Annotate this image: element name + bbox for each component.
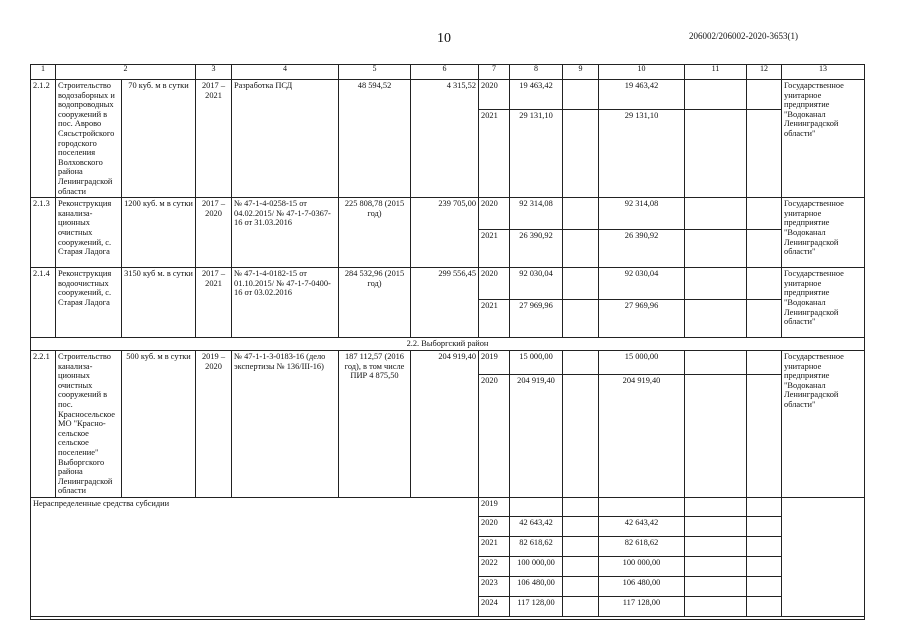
col11-cell [685,80,747,110]
regional-amount [599,497,685,516]
col-num-5: 5 [339,65,411,80]
object-name: Реконструкция водоочистных сооружений, с. Старая Ладога [56,268,122,338]
column-number-row [31,65,865,80]
regional-amount: 82 618,62 [599,536,685,556]
table-row [31,351,865,375]
col9-cell [563,351,599,375]
total-amount: 27 969,96 [510,299,563,338]
regional-amount: 92 314,08 [599,198,685,230]
col11-cell [685,556,747,576]
year: 2019 [479,497,510,516]
col-num-12: 12 [747,65,782,80]
table-row [31,80,865,110]
regional-amount: 92 030,04 [599,268,685,300]
col9-cell [563,198,599,230]
regional-amount: 100 000,00 [599,556,685,576]
row-id: 2.1.2 [31,80,56,198]
year: 2020 [479,198,510,230]
program-table [30,64,865,620]
col11-cell [685,198,747,230]
customer: Государственное унитарное предприятие "Водоканал Ленинградской области" [782,198,865,268]
section-row [31,338,865,351]
period: 2019 – 2020 [196,351,232,498]
col-num-11: 11 [685,65,747,80]
col-num-8: 8 [510,65,563,80]
col9-cell [563,497,599,516]
col12-cell [747,351,782,375]
total-amount: 92 314,08 [510,198,563,230]
regional-amount: 26 390,92 [599,229,685,268]
row-id: 2.1.4 [31,268,56,338]
object-name: Реконструкция канализа-ционных очистных сооружений, с. Старая Ладога [56,198,122,268]
customer: Государственное унитарное предприятие "Водоканал Ленинградской области" [782,351,865,498]
capacity: 70 куб. м в сутки [122,80,196,198]
capacity: 500 куб. м в сутки [122,351,196,498]
total-amount: 19 463,42 [510,80,563,110]
col-num-3: 3 [196,65,232,80]
regional-amount: 106 480,00 [599,576,685,596]
col-num-2: 2 [56,65,196,80]
col-num-9: 9 [563,65,599,80]
total-amount: 204 919,40 [510,374,563,497]
closing-border [31,616,865,619]
col12-cell [747,198,782,230]
object-name: Строительство канализа-ционных очистных сооружений в пос. Красносельское МО "Красно-сельское сельское поселение" Выборгского района Ленинградской области [56,351,122,498]
col-num-1: 1 [31,65,56,80]
regional-amount: 29 131,10 [599,109,685,198]
col12-cell [747,229,782,268]
col12-cell [747,374,782,497]
total-amount [510,497,563,516]
row-id: 2.2.1 [31,351,56,498]
col11-cell [685,536,747,556]
col9-cell [563,229,599,268]
regional-amount: 27 969,96 [599,299,685,338]
documents: № 47-1-4-0258-15 от 04.02.2015/ № 47-1-7-0367-16 от 31.03.2016 [232,198,339,268]
total-amount: 29 131,10 [510,109,563,198]
year: 2019 [479,351,510,375]
remaining-cost: 239 705,00 [411,198,479,268]
col-num-4: 4 [232,65,339,80]
col12-cell [747,268,782,300]
col12-cell [747,596,782,616]
col11-cell [685,109,747,198]
capacity: 3150 куб м. в сутки [122,268,196,338]
col9-cell [563,536,599,556]
table-row [31,198,865,230]
remaining-cost: 299 556,45 [411,268,479,338]
col-num-6: 6 [411,65,479,80]
year: 2021 [479,109,510,198]
documents: № 47-1-1-3-0183-16 (дело экспертизы № 136/III-16) [232,351,339,498]
col11-cell [685,576,747,596]
col-num-10: 10 [599,65,685,80]
document-code: 206002/206002-2020-3653(1) [689,31,798,41]
year: 2020 [479,80,510,110]
col11-cell [685,596,747,616]
row-id: 2.1.3 [31,198,56,268]
col9-cell [563,374,599,497]
year: 2024 [479,596,510,616]
col9-cell [563,556,599,576]
col9-cell [563,516,599,536]
customer: Государственное унитарное предприятие "Водоканал Ленинградской области" [782,268,865,338]
year: 2021 [479,299,510,338]
capacity: 1200 куб. м в сутки [122,198,196,268]
col-num-13: 13 [782,65,865,80]
col11-cell [685,516,747,536]
col11-cell [685,268,747,300]
year: 2023 [479,576,510,596]
col12-cell [747,556,782,576]
col-num-7: 7 [479,65,510,80]
estimated-cost: 284 532,96 (2015 год) [339,268,411,338]
col12-cell [747,299,782,338]
total-amount: 92 030,04 [510,268,563,300]
total-amount: 117 128,00 [510,596,563,616]
year: 2020 [479,516,510,536]
period: 2017 – 2020 [196,198,232,268]
col11-cell [685,229,747,268]
year: 2020 [479,268,510,300]
documents: Разработка ПСД [232,80,339,198]
total-amount: 100 000,00 [510,556,563,576]
period: 2017 – 2021 [196,268,232,338]
regional-amount: 15 000,00 [599,351,685,375]
col9-cell [563,268,599,300]
regional-amount: 42 643,42 [599,516,685,536]
total-amount: 106 480,00 [510,576,563,596]
regional-amount: 204 919,40 [599,374,685,497]
col12-cell [747,576,782,596]
unallocated-label: Нераспределенные средства субсидии [31,497,479,616]
customer: Государственное унитарное предприятие "Водоканал Ленинградской области" [782,80,865,198]
col9-cell [563,80,599,110]
regional-amount: 117 128,00 [599,596,685,616]
object-name: Строительство водозаборных и водопроводных сооружений в пос. Аврово Сясьстройского городского поселения Волховского района Ленинградской области [56,80,122,198]
col9-cell [563,109,599,198]
documents: № 47-1-4-0182-15 от 01.10.2015/ № 47-1-7-0400-16 от 03.02.2016 [232,268,339,338]
col12-cell [747,497,782,516]
total-amount: 15 000,00 [510,351,563,375]
table-row [31,268,865,300]
section-title: 2.2. Выборгский район [31,338,865,351]
estimated-cost: 187 112,57 (2016 год), в том числе ПИР 4 875,50 [339,351,411,498]
closing-row [31,616,865,619]
col11-cell [685,299,747,338]
remaining-cost: 4 315,52 [411,80,479,198]
year: 2020 [479,374,510,497]
col12-cell [747,536,782,556]
remaining-cost: 204 919,40 [411,351,479,498]
period: 2017 – 2021 [196,80,232,198]
col13-empty [782,497,865,616]
col11-cell [685,374,747,497]
estimated-cost: 48 594,52 [339,80,411,198]
total-amount: 26 390,92 [510,229,563,268]
total-amount: 42 643,42 [510,516,563,536]
col12-cell [747,516,782,536]
year: 2021 [479,229,510,268]
page-number: 10 [437,31,451,46]
col11-cell [685,351,747,375]
total-amount: 82 618,62 [510,536,563,556]
col11-cell [685,497,747,516]
year: 2022 [479,556,510,576]
regional-amount: 19 463,42 [599,80,685,110]
col12-cell [747,109,782,198]
estimated-cost: 225 808,78 (2015 год) [339,198,411,268]
col9-cell [563,299,599,338]
col9-cell [563,576,599,596]
year: 2021 [479,536,510,556]
col12-cell [747,80,782,110]
unallocated-row [31,497,865,516]
col9-cell [563,596,599,616]
